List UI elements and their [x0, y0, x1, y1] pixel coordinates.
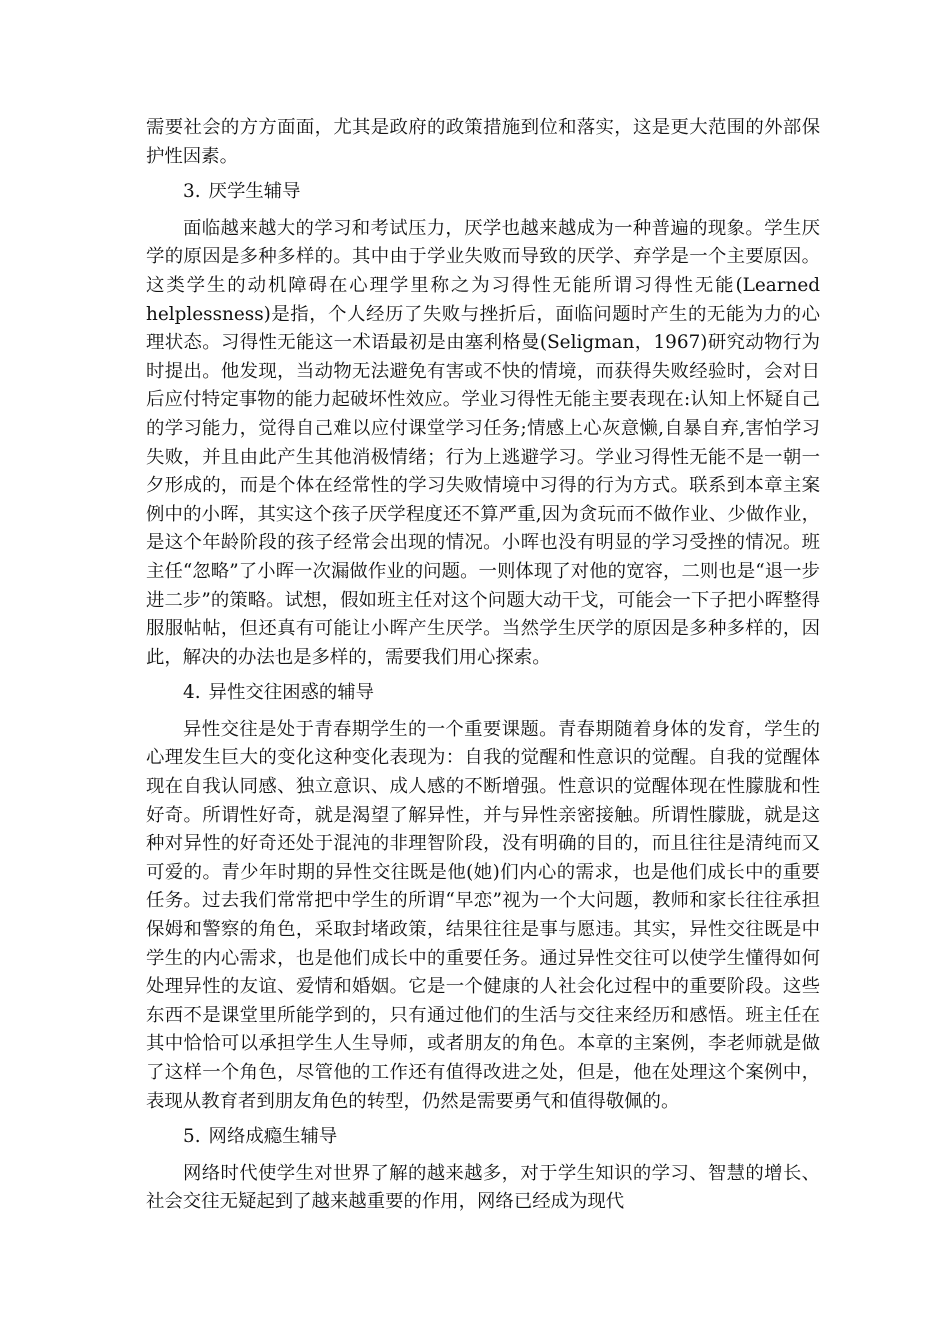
- heading-number: 5.: [183, 1126, 201, 1148]
- heading-school-weariness: [146, 171, 820, 215]
- heading-title: 厌学生辅导: [208, 181, 301, 203]
- paragraph-protective-factors: 需要社会的方方面面，尤其是政府的政策措施到位和落实，这是更大范围的外部保护性因素。: [146, 117, 820, 167]
- paragraph-internet-addiction: 网络时代使学生对世界了解的越来越多，对于学生知识的学习、智慧的增长、社会交往无疑起到了越来越重要的作用，网络已经成为现代: [146, 1162, 820, 1213]
- heading-opposite-sex: [146, 672, 820, 716]
- heading-title: 异性交往困惑的辅导: [208, 682, 375, 704]
- paragraph-school-weariness: 面临越来越大的学习和考试压力，厌学也越来越成为一种普遍的现象。学生厌学的原因是多种多样的。其中由于学业失败而导致的厌学、弃学是一个主要原因。这类学生的动机障碍在心理学里称之为习得性无能所谓习得性无能(Learned helplessness)是指，个人经历了失败与挫折后，面临问题时产生的无能为力的心理状态。习得性无能这一术语最初是由塞利格曼(Seligman，1967)研究动物行为时提出。他发现，当动物无法避免有害或不快的情境，而获得失败经验时，会对日后应付特定事物的能力起破坏性效应。学业习得性无能主要表现在:认知上怀疑自己的学习能力，觉得自己难以应付课堂学习任务;情感上心灰意懒,自暴自弃,害怕学习失败，并且由此产生其他消极情绪；行为上逃避学习。学业习得性无能不是一朝一夕形成的，而是个体在经常性的学习失败情境中习得的行为方式。联系到本章主案例中的小晖，其实这个孩子厌学程度还不算严重,因为贪玩而不做作业、少做作业，是这个年龄阶段的孩子经常会出现的情况。小晖也没有明显的学习受挫的情况。班主任“忽略”了小晖一次漏做作业的问题。一则体现了对他的宽容，二则也是“退一步进二步”的策略。试想，假如班主任对这个问题大动干戈，可能会一下子把小晖整得服服帖帖，但还真有可能让小晖产生厌学。当然学生厌学的原因是多种多样的，因此，解决的办法也是多样的，需要我们用心探索。: [146, 217, 820, 668]
- heading-number: 3.: [183, 181, 201, 203]
- heading-title: 网络成瘾生辅导: [208, 1126, 338, 1148]
- heading-number: 4.: [183, 682, 201, 704]
- document-page: [146, 114, 820, 1217]
- paragraph-opposite-sex: 异性交往是处于青春期学生的一个重要课题。青春期随着身体的发育，学生的心理发生巨大的变化这种变化表现为：自我的觉醒和性意识的觉醒。自我的觉醒体现在自我认同感、独立意识、成人感的不断增强。性意识的觉醒体现在性朦胧和性好奇。所谓性好奇，就是渴望了解异性，并与异性亲密接触。所谓性朦胧，就是这种对异性的好奇还处于混沌的非理智阶段，没有明确的目的，而且往往是清纯而又可爱的。青少年时期的异性交往既是他(她)们内心的需求，也是他们成长中的重要任务。过去我们常常把中学生的所谓“早恋”视为一个大问题，教师和家长往往承担保姆和警察的角色，采取封堵政策，结果往往是事与愿违。其实，异性交往既是中学生的内心需求，也是他们成长中的重要任务。通过异性交往可以使学生懂得如何处理异性的友谊、爱情和婚姻。它是一个健康的人社会化过程中的重要阶段。这些东西不是课堂里所能学到的，只有通过他们的生活与交往来经历和感悟。班主任在其中恰恰可以承担学生人生导师，或者朋友的角色。本章的主案例，李老师就是做了这样一个角色，尽管他的工作还有值得改进之处，但是，他在处理这个案例中，表现从教育者到朋友角色的转型，仍然是需要勇气和值得敬佩的。: [146, 718, 820, 1112]
- heading-internet-addiction: [146, 1116, 820, 1160]
